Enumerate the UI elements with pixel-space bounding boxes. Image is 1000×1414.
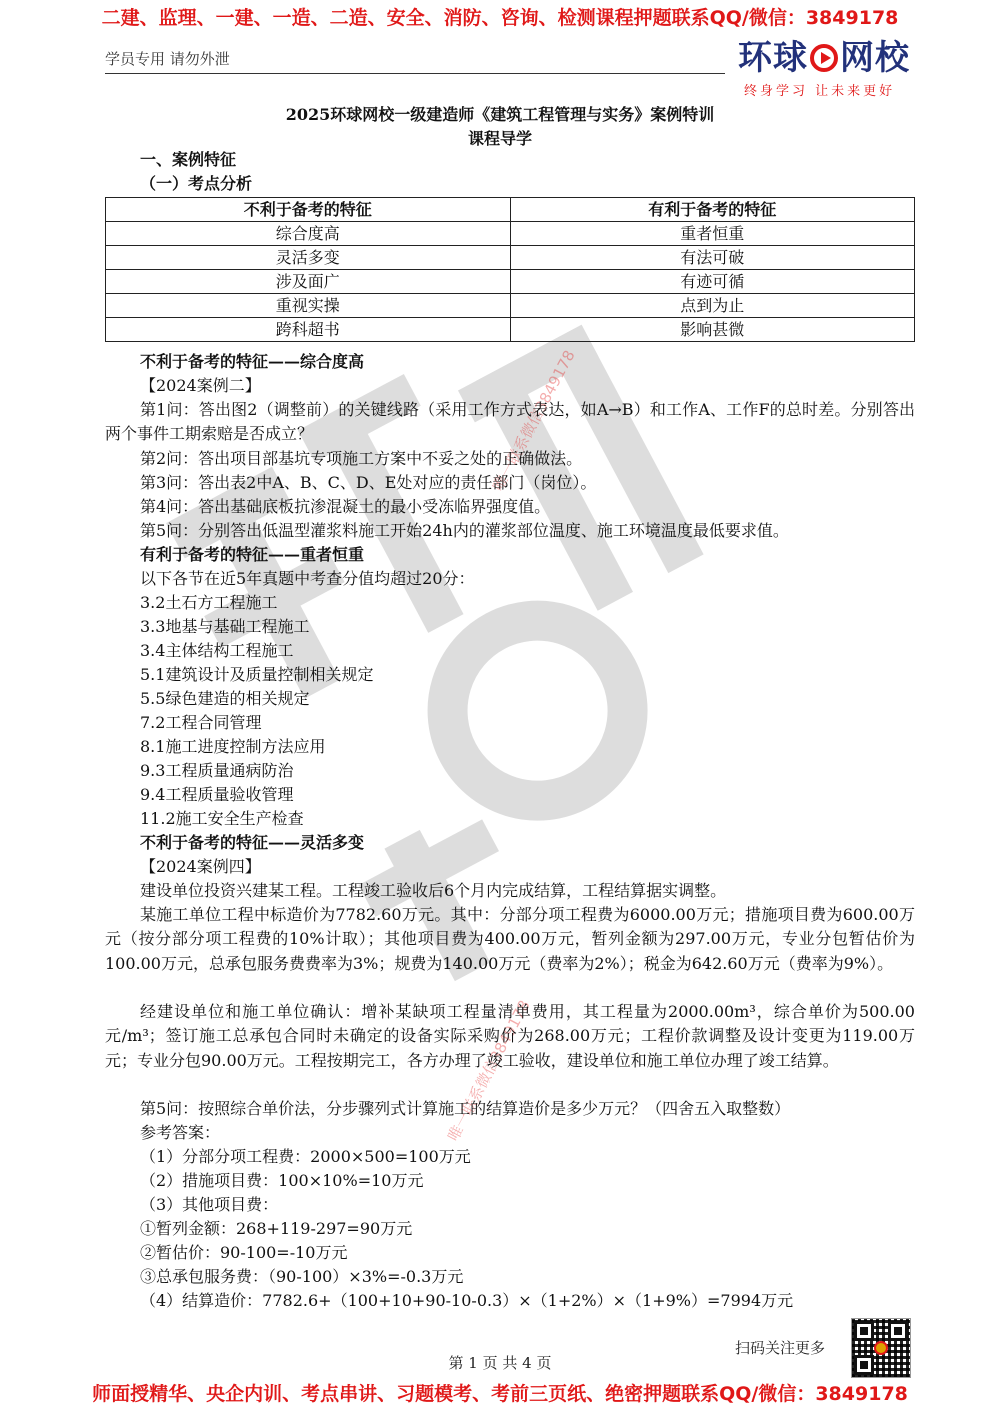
list-item: 7.2工程合同管理 bbox=[140, 713, 262, 732]
watermark-text: 唯一联系微信3849178 bbox=[489, 347, 579, 495]
scan-note: 扫码关注更多 bbox=[735, 1339, 826, 1357]
logo-slogan: 终身学习 让未来更好 bbox=[744, 84, 896, 99]
table-cell: 灵活多变 bbox=[106, 246, 511, 270]
table-row bbox=[106, 246, 915, 270]
sec3-p3: 经建设单位和施工单位确认：增补某缺项工程量清单费用，其工程量为2000.00m³，综合单价为500.00元/m³；签订施工总承包合同时未确定的设备实际采购价为268.00万元；工程价款调整及设计变更为119.00万元；专业分包90.00万元。工程按期完工，各方办理了竣工验收，建设单位和施工单位办理了竣工结算。 bbox=[105, 1002, 915, 1070]
list-item: 5.5绿色建造的相关规定 bbox=[140, 689, 310, 708]
page-subtitle: 课程导学 bbox=[467, 129, 532, 148]
list-item: 3.3地基与基础工程施工 bbox=[140, 617, 310, 636]
table-cell: 有迹可循 bbox=[510, 270, 915, 294]
list-item: 9.3工程质量通病防治 bbox=[140, 761, 294, 780]
section-heading-2: （一）考点分析 bbox=[140, 174, 253, 193]
top-banner: 二建、监理、一建、一造、二造、安全、消防、咨询、检测课程押题联系QQ/微信：3849178 bbox=[101, 7, 899, 29]
sec2-intro: 以下各节在近5年真题中考查分值均超过20分： bbox=[140, 569, 475, 588]
table-cell: 跨科超书 bbox=[106, 318, 511, 342]
answer-line: （2）措施项目费：100×10%=10万元 bbox=[140, 1171, 424, 1190]
sec3-case: 【2024案例四】 bbox=[140, 857, 261, 876]
table-cell: 有法可破 bbox=[510, 246, 915, 270]
answer-line: （4）结算造价：7782.6+（100+10+90-10-0.3）×（1+2%）×（1+9%）=7994万元 bbox=[140, 1291, 794, 1310]
list-item: 8.1施工进度控制方法应用 bbox=[140, 737, 326, 756]
list-item: 11.2施工安全生产检查 bbox=[140, 809, 304, 828]
table-row bbox=[106, 294, 915, 318]
list-item: 9.4工程质量验收管理 bbox=[140, 785, 294, 804]
sec1-q5: 第5问：分别答出低温型灌浆料施工开始24h内的灌浆部位温度、施工环境温度最低要求值。 bbox=[140, 521, 789, 540]
table-cell: 重视实操 bbox=[106, 294, 511, 318]
table-cell: 重者恒重 bbox=[510, 222, 915, 246]
page-title: 2025环球网校一级建造师《建筑工程管理与实务》案例特训 bbox=[285, 105, 715, 124]
sec2-heading: 有利于备考的特征——重者恒重 bbox=[140, 545, 365, 564]
sec3-p1: 建设单位投资兴建某工程。工程竣工验收后6个月内完成结算，工程结算据实调整。 bbox=[140, 881, 727, 900]
header-note: 学员专用 请勿外泄 bbox=[105, 50, 230, 68]
logo-left-text: 环球 bbox=[738, 38, 808, 78]
analysis-table bbox=[105, 197, 915, 342]
play-icon bbox=[810, 44, 838, 72]
table-cell: 涉及面广 bbox=[106, 270, 511, 294]
answer-line: ②暂估价：90-100=-10万元 bbox=[140, 1243, 348, 1262]
table-header-row bbox=[106, 198, 915, 222]
sec1-q1: 第1问：答出图2（调整前）的关键线路（采用工作方式表达，如A→B）和工作A、工作F的总时差。分别答出两个事件工期索赔是否成立？ bbox=[105, 400, 915, 444]
bottom-banner: 师面授精华、央企内训、考点串讲、习题模考、考前三页纸、绝密押题联系QQ/微信：3849178 bbox=[92, 1383, 908, 1405]
qr-eye bbox=[854, 1321, 874, 1341]
sec1-case: 【2024案例二】 bbox=[140, 376, 261, 395]
answer-label: 参考答案： bbox=[140, 1123, 221, 1142]
sec3-p2: 某施工单位工程中标造价为7782.60万元。其中：分部分项工程费为6000.00万元；措施项目费为600.00万元（按分部分项工程费的10%计取）；其他项目费为400.00万元，暂列金额为297.00万元，专业分包暂估价为100.00万元，总承包服务费费率为3%；规费为140.00万元（费率为2%）；税金为642.60万元（费率为9%）。 bbox=[105, 905, 915, 973]
answer-line: （3）其他项目费： bbox=[140, 1195, 279, 1214]
sec1-heading: 不利于备考的特征——综合度高 bbox=[140, 352, 365, 371]
logo-wordmark bbox=[738, 38, 918, 78]
qr-eye bbox=[888, 1321, 908, 1341]
table-cell: 影响甚微 bbox=[510, 318, 915, 342]
watermark-text: 唯一联系微信3849178 bbox=[444, 997, 534, 1145]
table-header-cell: 有利于备考的特征 bbox=[510, 198, 915, 222]
sec3-heading: 不利于备考的特征——灵活多变 bbox=[140, 833, 365, 852]
page-number: 第 1 页 共 4 页 bbox=[448, 1354, 552, 1372]
logo bbox=[738, 38, 918, 99]
list-item: 3.4主体结构工程施工 bbox=[140, 641, 294, 660]
answer-line: ③总承包服务费：（90-100）×3%=-0.3万元 bbox=[140, 1267, 464, 1286]
table-row bbox=[106, 222, 915, 246]
table-row bbox=[106, 318, 915, 342]
sec1-q4: 第4问：答出基础底板抗渗混凝土的最小受冻临界强度值。 bbox=[140, 497, 551, 516]
section-heading-1: 一、案例特征 bbox=[140, 150, 237, 169]
sec1-q3: 第3问：答出表2中A、B、C、D、E处对应的责任部门（岗位）。 bbox=[140, 473, 597, 492]
answer-line: ①暂列金额：268+119-297=90万元 bbox=[140, 1219, 413, 1238]
header-rule bbox=[105, 73, 725, 74]
logo-right-text: 网校 bbox=[840, 38, 910, 78]
answer-line: （1）分部分项工程费：2000×500=100万元 bbox=[140, 1147, 471, 1166]
sec3-q5: 第5问：按照综合单价法，分步骤列式计算施工的结算造价是多少万元？（四舍五入取整数） bbox=[140, 1099, 791, 1118]
list-item: 5.1建筑设计及质量控制相关规定 bbox=[140, 665, 374, 684]
table-cell: 点到为止 bbox=[510, 294, 915, 318]
sec1-q2: 第2问：答出项目部基坑专项施工方案中不妥之处的正确做法。 bbox=[140, 449, 583, 468]
table-header-cell: 不利于备考的特征 bbox=[106, 198, 511, 222]
list-item: 3.2土石方工程施工 bbox=[140, 593, 278, 612]
table-row bbox=[106, 270, 915, 294]
table-cell: 综合度高 bbox=[106, 222, 511, 246]
